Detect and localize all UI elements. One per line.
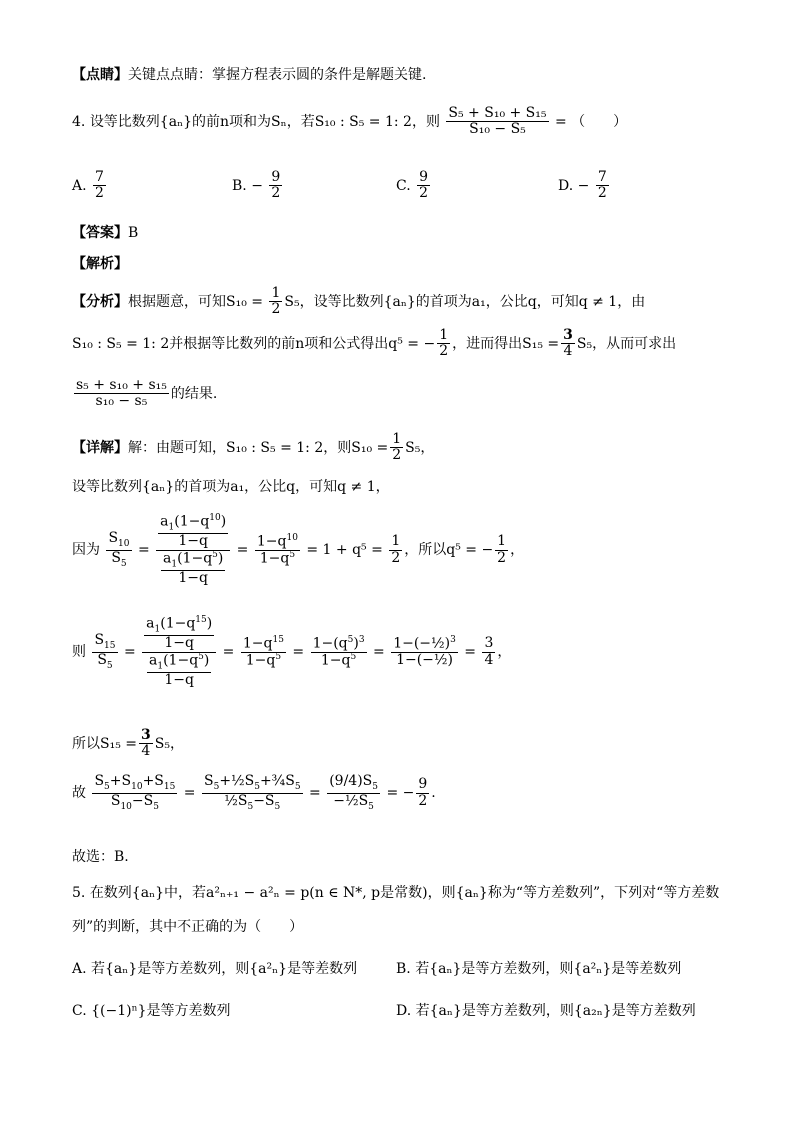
option-label: C. <box>72 1003 87 1019</box>
simplified-fraction: $\frac{1-q^{15}}{1-q^5}$ <box>242 634 284 669</box>
option-text: 若{aₙ}是等方差数列，则{a²ₙ}是等差数列 <box>91 961 358 977</box>
option-fraction <box>596 170 609 202</box>
xiangjie-text: ，所以q⁵ = − <box>404 542 494 559</box>
fenxi-tag: 【分析】 <box>72 293 128 310</box>
fenxi-text: S₁₀ : S₅ = 1: 2并根据等比数列的前n项和公式得出q⁵ = − <box>72 335 436 352</box>
analysis-tag: 【解析】 <box>72 256 128 272</box>
fenxi-expr-denominator: s₁₀ − s₅ <box>95 393 148 410</box>
q4-option-a[interactable] <box>72 170 108 202</box>
xiangjie-line-2: 设等比数列{aₙ}的首项为a₁，公比q，可知q ≠ 1， <box>72 479 390 495</box>
option-denominator: 2 <box>419 185 429 202</box>
option-label: D. <box>396 1003 412 1019</box>
q4-expr-numerator: S₅ + S₁₀ + S₁₅ <box>448 105 547 121</box>
option-numerator: 9 <box>419 169 429 185</box>
option-text: 若{aₙ}是等方差数列，则{a₂ₙ}是等方差数列 <box>415 1003 696 1019</box>
option-text: 若{aₙ}是等方差数列，则{a²ₙ}是等差数列 <box>415 961 682 977</box>
xiangjie-line-5 <box>72 728 184 760</box>
q5-stem-line-2: 列”的判断，其中不正确的为（ ） <box>72 919 304 935</box>
fenxi-text: 的结果. <box>170 385 218 402</box>
ratio-s15-s5: $\frac{S_{15}}{S_5}$ <box>94 632 116 671</box>
fenxi-text: S₅，设等比数列{aₙ}的首项为a₁，公比q，可知q ≠ 1，由 <box>284 293 646 310</box>
substituted-fraction: $\frac{1-(-\frac{1}{2})^3}{\text{1−(−½)}}$ <box>393 635 456 669</box>
fraction-half: $\frac{1}{2}$ <box>391 533 401 566</box>
fraction-three-quarters: $\frac{3}{4}$ <box>563 327 573 360</box>
option-label: D. <box>558 177 574 194</box>
xiangjie-text: = − <box>386 785 415 802</box>
answer-tag: 【答案】 <box>72 225 128 241</box>
q4-option-b[interactable] <box>232 170 284 202</box>
xiangjie-line-1 <box>72 432 434 464</box>
xiangjie-text: ， <box>497 644 512 661</box>
xiangjie-line-6: 故 $\frac{S_5+S_{10}+S_{15}}{S_{10}-S_5}$ = $\frac{S_5+\frac{1}{2}S_5+\frac{3}{4}S_5}{\frac{1}{2}S_5-S_5}$ = $\frac{(9/4)S_5}{-\frac{1}{2}S_5}$ = − $\frac{9}{2}$ . <box>72 773 436 812</box>
option-numerator: 7 <box>597 169 607 185</box>
xiangjie-line-4: 则 $\frac{S_{15}}{S_5}$ = $\frac{\frac{a_1(1-q^{15})}{1-q}}{\frac{a_1(1-q^5)}{1-q}}$ = $\frac{1-q^{15}}{1-q^5}$ = $\frac{1-(q^5)^3}{1-q^5}$ = $\frac{1-(-\frac{1}{2})^3}{\text{1−(−½)}}$ = $\frac{3}{4}$ ， <box>72 615 512 689</box>
xiangjie-text: = 1 + q⁵ = <box>306 542 383 559</box>
fraction-nine-halves: $\frac{9}{2}$ <box>418 776 428 809</box>
compound-fraction: $\frac{\frac{a_1(1-q^{10})}{1-q}}{\frac{a_1(1-q^5)}{1-q}}$ <box>156 514 230 586</box>
compound-fraction: $\frac{\frac{a_1(1-q^{15})}{1-q}}{\frac{a_1(1-q^5)}{1-q}}$ <box>142 616 216 688</box>
xiangjie-text: . <box>431 785 436 802</box>
reduced-expression: $\frac{(9/4)S_5}{-\frac{1}{2}S_5}$ <box>329 773 378 812</box>
fraction-half: $\frac{1}{2}$ <box>271 285 281 318</box>
fraction-half: $\frac{1}{2}$ <box>439 327 449 360</box>
fenxi-line-1 <box>72 286 645 318</box>
option-label: A. <box>72 177 87 194</box>
option-denominator: 2 <box>95 185 104 202</box>
option-numerator: 7 <box>95 169 104 185</box>
xiangjie-text: 所以S₁₅ = <box>72 735 137 752</box>
answer-value: B <box>128 225 139 241</box>
fenxi-line-3 <box>72 378 217 410</box>
q4-number: 4. <box>72 113 86 130</box>
fenxi-text: S₅，从而可求出 <box>576 335 677 352</box>
q5-option-b[interactable] <box>396 958 681 978</box>
q4-stem <box>72 106 627 138</box>
xiangjie-text: 故 <box>72 785 86 802</box>
dianjing-text: 关键点点睛：掌握方程表示圆的条件是解题关键. <box>128 67 427 83</box>
xiangjie-text: 因为 <box>72 542 100 559</box>
fraction-three-quarters: $\frac{3}{4}$ <box>484 635 494 668</box>
q4-stem-text: 设等比数列{aₙ}的前n项和为Sₙ，若S₁₀ : S₅ = 1: 2，则 <box>89 113 440 130</box>
option-denominator: 2 <box>597 185 607 202</box>
q4-option-c[interactable] <box>396 170 432 202</box>
fraction-half: $\frac{1}{2}$ <box>392 431 402 464</box>
option-numerator: 9 <box>271 169 281 185</box>
cube-fraction: $\frac{1-(q^5)^3}{1-q^5}$ <box>312 634 365 669</box>
option-sign: − <box>577 177 590 194</box>
q5-option-c[interactable] <box>72 1000 231 1020</box>
xiangjie-text: 则 <box>72 644 86 661</box>
q4-expression-fraction <box>446 106 548 138</box>
xiangjie-line-3: 因为 $\frac{S_{10}}{S_5}$ = $\frac{\frac{a_1(1-q^{10})}{1-q}}{\frac{a_1(1-q^5)}{1-q}}$ = $\frac{1-q^{10}}{1-q^5}$ = 1 + q⁵ = $\frac{1}{2}$ ，所以q⁵ = − $\frac{1}{2}$ ， <box>72 513 525 587</box>
answer-line <box>72 226 138 240</box>
q5-number: 5. <box>72 885 86 901</box>
option-label: B. <box>396 961 411 977</box>
option-fraction <box>269 170 282 202</box>
option-denominator: 2 <box>271 185 281 202</box>
fraction-half: $\frac{1}{2}$ <box>497 533 507 566</box>
ratio-s10-s5: $\frac{S_{10}}{S_5}$ <box>108 530 130 569</box>
option-label: C. <box>396 177 411 194</box>
fenxi-expr-numerator: s₅ + s₁₀ + s₁₅ <box>76 377 167 393</box>
xiangjie-text: ， <box>510 542 525 559</box>
fenxi-text: ，进而得出S₁₅ = <box>452 335 560 352</box>
xiangjie-text: S₅， <box>154 735 184 752</box>
option-sign: − <box>251 177 263 194</box>
option-fraction <box>93 170 106 202</box>
target-expression: $\frac{S_5+S_{10}+S_{15}}{S_{10}-S_5}$ <box>94 773 176 812</box>
fenxi-expression-fraction <box>74 378 169 410</box>
dianjing-tag: 【点睛】 <box>72 67 128 83</box>
xiangjie-text: S₅， <box>405 439 435 456</box>
option-label: B. <box>232 177 247 194</box>
q4-option-d[interactable] <box>558 170 611 202</box>
q5-stem-text: 在数列{aₙ}中，若a²ₙ₊₁ − a²ₙ = p(n ∈ N*, p是常数)，则{aₙ}称为“等方差数列”，下列对“等方差数 <box>89 885 720 901</box>
q4-expr-denominator: S₁₀ − S₅ <box>469 121 526 138</box>
expanded-expression: $\frac{S_5+\frac{1}{2}S_5+\frac{3}{4}S_5}{\frac{1}{2}S_5-S_5}$ <box>203 773 301 812</box>
xiangjie-text: 解：由题可知，S₁₀ : S₅ = 1: 2，则S₁₀ = <box>128 439 389 456</box>
q5-option-d[interactable] <box>396 1000 696 1020</box>
xiangjie-tag: 【详解】 <box>72 439 128 456</box>
fraction-three-quarters: $\frac{3}{4}$ <box>141 727 151 760</box>
option-text: {(−1)ⁿ}是等方差数列 <box>91 1003 231 1019</box>
q5-stem-line-1 <box>72 886 719 900</box>
q5-option-a[interactable] <box>72 958 357 978</box>
option-label: A. <box>72 961 87 977</box>
q4-tail: = （ ） <box>554 113 628 130</box>
dianjing-line <box>72 68 426 82</box>
fenxi-text: 根据题意，可知S₁₀ = <box>128 293 263 310</box>
simplified-fraction: $\frac{1-q^{10}}{1-q^5}$ <box>256 532 298 567</box>
conclusion: 故选：B. <box>72 849 129 865</box>
option-fraction <box>417 170 430 202</box>
fenxi-line-2 <box>72 328 676 360</box>
